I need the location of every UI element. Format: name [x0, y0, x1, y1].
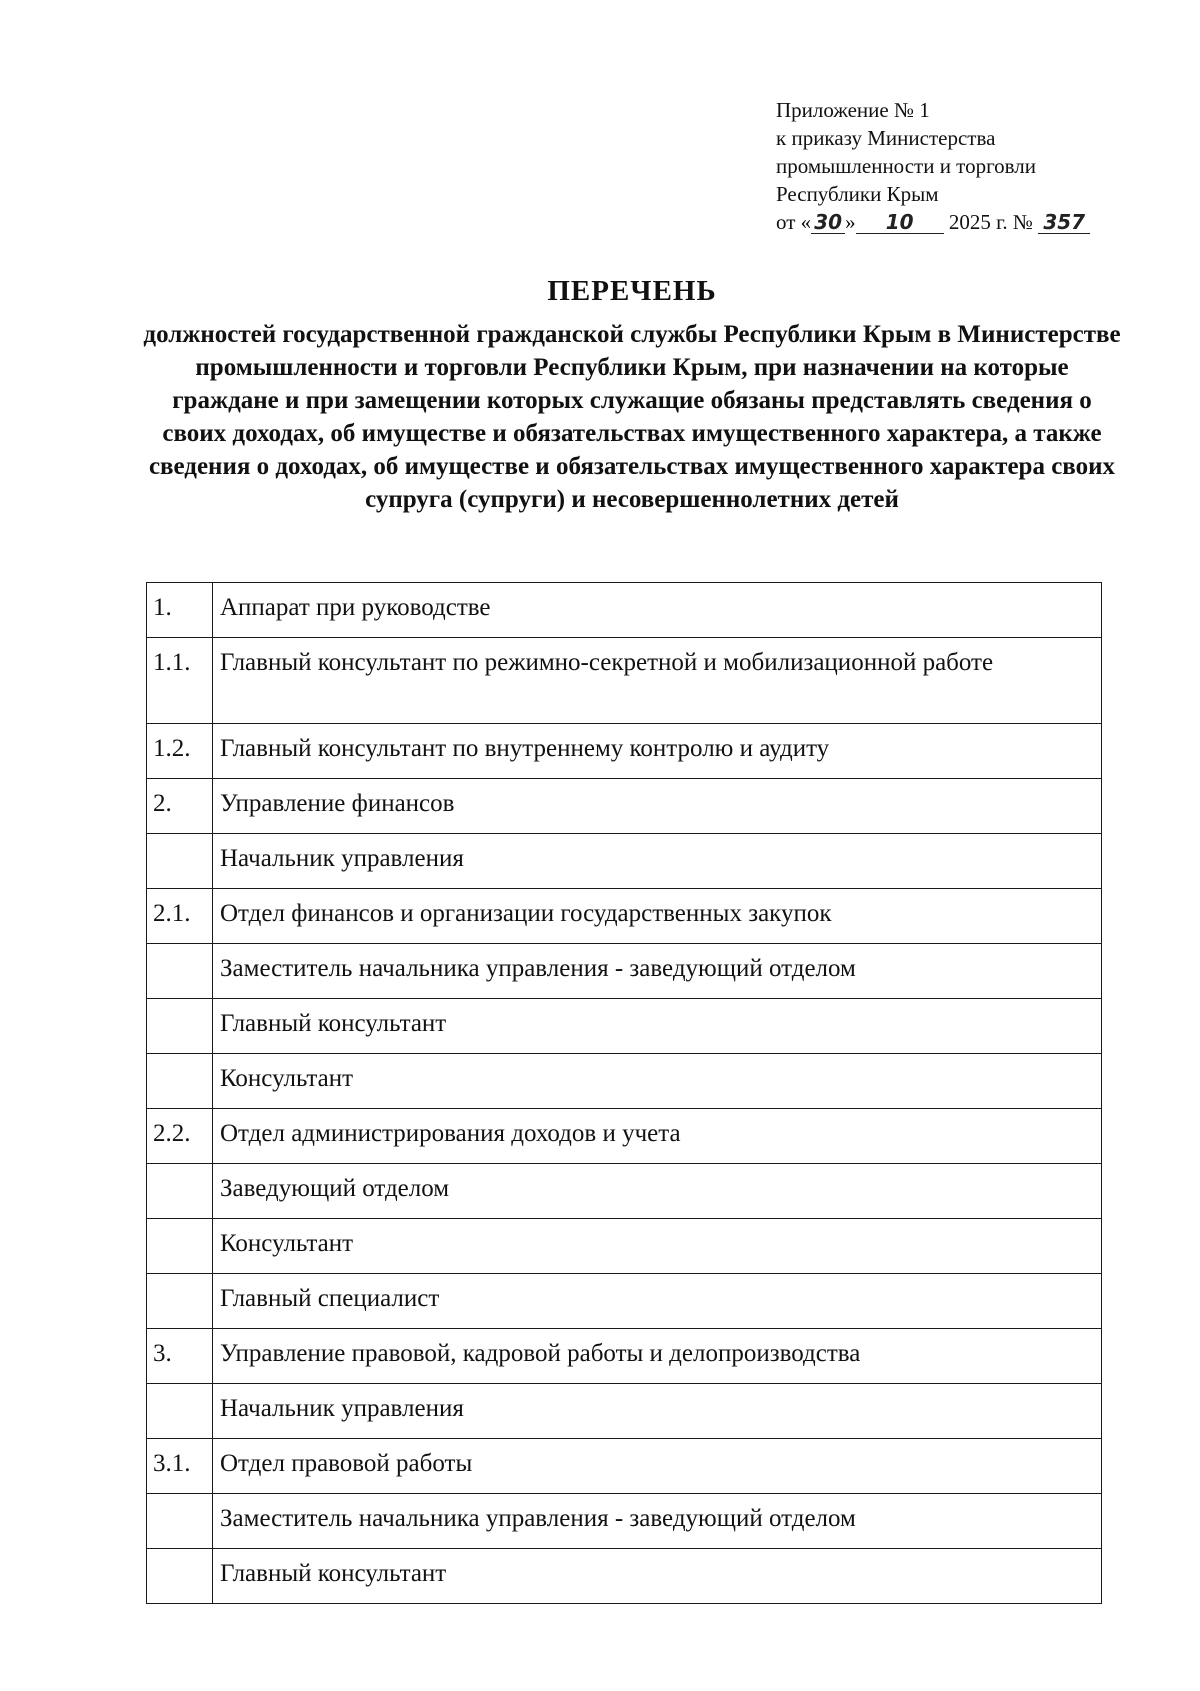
row-number: 1.2.: [147, 724, 213, 779]
position-name: Главный специалист: [213, 1274, 1102, 1329]
table-row: [147, 1054, 1102, 1109]
date-mid: »: [845, 210, 856, 234]
row-number: [147, 1549, 213, 1604]
table-row: [147, 1274, 1102, 1329]
row-number: [147, 1219, 213, 1274]
position-name: Главный консультант по внутреннему контролю и аудиту: [213, 724, 1102, 779]
row-number: [147, 1164, 213, 1219]
row-number: [147, 1494, 213, 1549]
position-name: Управление финансов: [213, 779, 1102, 834]
date-month: 10: [856, 211, 944, 234]
table-row: [147, 889, 1102, 944]
table-row: [147, 944, 1102, 999]
appendix-line-2: к приказу Министерства: [776, 126, 996, 150]
appendix-line-4: Республики Крым: [776, 182, 939, 206]
positions-table: [146, 582, 1102, 1604]
position-name: Заместитель начальника управления - заведующий отделом: [213, 1494, 1102, 1549]
position-name: Главный консультант по режимно-секретной и мобилизационной работе: [213, 638, 1102, 724]
row-number: 2.2.: [147, 1109, 213, 1164]
table-row: [147, 1219, 1102, 1274]
row-number: [147, 999, 213, 1054]
table-row: [147, 724, 1102, 779]
row-number: 2.1.: [147, 889, 213, 944]
position-name: Начальник управления: [213, 1384, 1102, 1439]
position-name: Консультант: [213, 1054, 1102, 1109]
order-number: 357: [1038, 211, 1090, 234]
table-row: [147, 999, 1102, 1054]
table-row: [147, 779, 1102, 834]
table-row: [147, 1439, 1102, 1494]
table-row: [147, 1549, 1102, 1604]
position-name: Отдел правовой работы: [213, 1439, 1102, 1494]
table-row: [147, 1164, 1102, 1219]
row-number: 1.1.: [147, 638, 213, 724]
position-name: Главный консультант: [213, 1549, 1102, 1604]
position-name: Аппарат при руководстве: [213, 583, 1102, 638]
table-row: [147, 834, 1102, 889]
row-number: 1.: [147, 583, 213, 638]
row-number: [147, 1384, 213, 1439]
position-name: Заместитель начальника управления - заведующий отделом: [213, 944, 1102, 999]
document-subtitle: должностей государственной гражданской службы Республики Крым в Министерстве промышленности и торговли Республики Крым, при назначении на которые граждане и при замещении которых служащие обязаны представлять сведения о своих доходах, об имуществе и обязательствах имущественного характера, а также сведения о доходах, об имуществе и обязательствах имущественного характера своих супруга (супруги) и несовершеннолетних детей: [143, 321, 1121, 513]
position-name: Консультант: [213, 1219, 1102, 1274]
appendix-line-1: Приложение № 1: [776, 98, 930, 122]
position-name: Начальник управления: [213, 834, 1102, 889]
row-number: [147, 1054, 213, 1109]
row-number: 3.: [147, 1329, 213, 1384]
table-row: [147, 638, 1102, 724]
row-number: [147, 1274, 213, 1329]
number-prefix: №: [1012, 210, 1033, 234]
order-date-line: [776, 208, 1156, 236]
date-day: 30: [811, 211, 845, 234]
appendix-block: [776, 96, 1156, 236]
table-row: [147, 583, 1102, 638]
position-name: Заведующий отделом: [213, 1164, 1102, 1219]
appendix-line-3: промышленности и торговли: [776, 154, 1037, 178]
row-number: 2.: [147, 779, 213, 834]
positions-table-body: [147, 583, 1102, 1604]
row-number: [147, 834, 213, 889]
position-name: Отдел администрирования доходов и учета: [213, 1109, 1102, 1164]
date-prefix: от «: [776, 210, 812, 234]
table-row: [147, 1494, 1102, 1549]
position-name: Управление правовой, кадровой работы и делопроизводства: [213, 1329, 1102, 1384]
position-name: Главный консультант: [213, 999, 1102, 1054]
document-title: ПЕРЕЧЕНЬ: [547, 275, 717, 307]
table-row: [147, 1384, 1102, 1439]
date-year: 2025 г.: [948, 210, 1008, 234]
table-row: [147, 1109, 1102, 1164]
row-number: 3.1.: [147, 1439, 213, 1494]
table-row: [147, 1329, 1102, 1384]
row-number: [147, 944, 213, 999]
position-name: Отдел финансов и организации государственных закупок: [213, 889, 1102, 944]
